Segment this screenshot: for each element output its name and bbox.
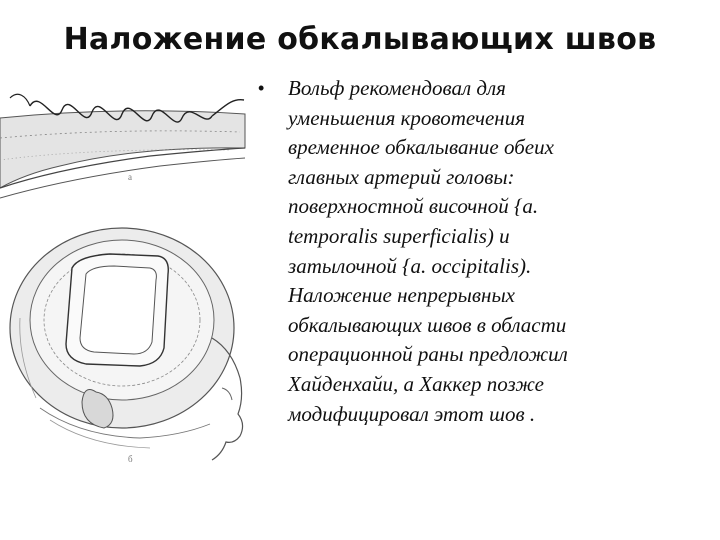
bullet-text xyxy=(288,74,698,429)
bullet-item xyxy=(258,74,698,429)
slide-title: Наложение обкалывающих швов xyxy=(63,22,657,57)
suture-illustration xyxy=(0,88,275,468)
bullet-line: Хайденхайи, а Хаккер позже xyxy=(288,371,544,396)
suture-drawing xyxy=(0,88,275,468)
bullet-line: уменьшения кровотечения xyxy=(288,105,525,130)
bullet-line: Наложение непрерывных xyxy=(288,283,515,308)
bullet-line: Вольф рекомендовал для xyxy=(288,76,506,100)
scalp-section-drawing xyxy=(0,94,245,198)
bullet-line: главных артерий головы: xyxy=(288,164,515,189)
bullet-line: затылочной {a. occipitalis). xyxy=(288,253,532,278)
bullet-marker: • xyxy=(258,78,265,98)
bullet-line: операционной раны предложил xyxy=(288,342,568,367)
head-drawing xyxy=(10,228,243,460)
bullet-line: temporalis superficialis) и xyxy=(288,223,510,248)
bullet-line: модифицировал этот шов . xyxy=(288,401,536,426)
figure-label-a: а xyxy=(128,172,132,182)
bullet-line: временное обкалывание обеих xyxy=(288,135,554,160)
bullet-line: обкалывающих швов в области xyxy=(288,312,567,337)
bullet-line: поверхностной височной {а. xyxy=(288,194,539,219)
figure-label-b: б xyxy=(128,454,133,464)
